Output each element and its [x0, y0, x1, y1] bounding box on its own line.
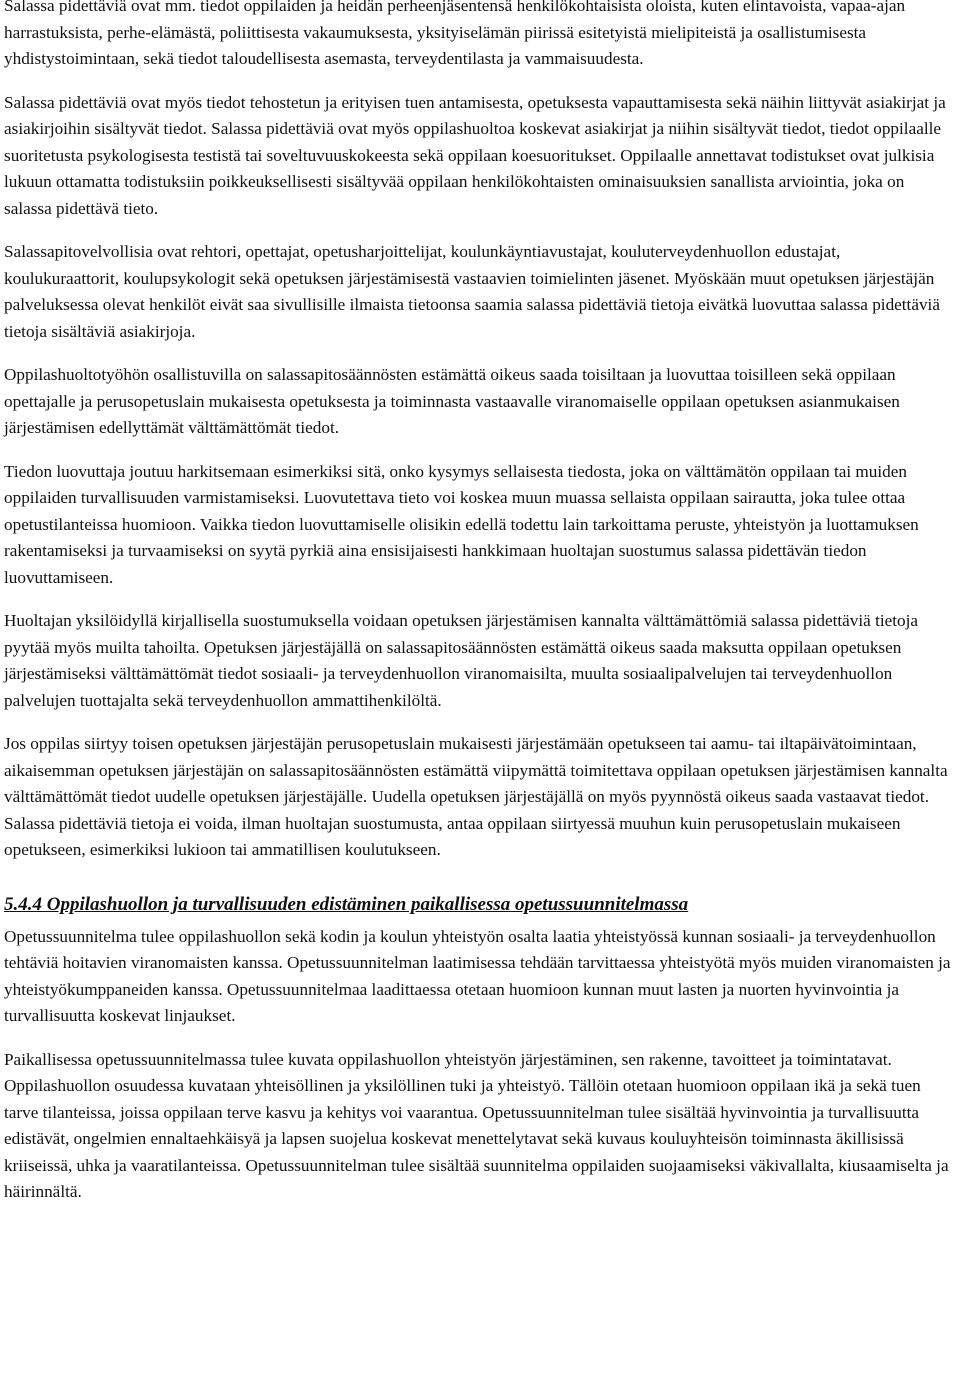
paragraph-confidential-support: Salassa pidettäviä ovat myös tiedot tehostetun ja erityisen tuen antamisesta, opetuksesta vapauttamisesta sekä näihin liittyvät asiakirjat ja asiakirjoihin sisältyvät tiedot. Salassa pidettäviä ovat myös oppilashuoltoa koskevat asiakirjat ja niihin sisältyvät tiedot, tiedot oppilaalle suoritetusta psykologisesta testistä tai soveltuvuuskokeesta sekä oppilaan koesuoritukset. Oppilaalle annettavat todistukset ovat julkisia lukuun ottamatta todistuksiin poikkeuksellisesti sisältyvää oppilaan henkilökohtaisten ominaisuuksien sanallista arviointia, joka on salassa pidettävä tieto. — [4, 92, 946, 218]
paragraph-guardian-consent: Huoltajan yksilöidyllä kirjallisella suostumuksella voidaan opetuksen järjestämisen kannalta välttämättömiä salassa pidettäviä tietoja pyytää myös muilta tahoilta. Opetuksen järjestäjällä on salassapitosäännösten estämättä oikeus saada maksutta oppilaan opetuksen järjestämiseksi välttämättömät tiedot sosiaali- ja terveydenhuollon viranomaisilta, muulta sosiaalipalvelujen tai terveydenhuollon palvelujen tuottajalta sekä terveydenhuollon ammattihenkilöltä. — [4, 611, 919, 710]
paragraph-confidentiality-obligated: Salassapitovelvollisia ovat rehtori, opettajat, opetusharjoittelijat, koulunkäyntiavustajat, kouluterveydenhuollon edustajat, koulukuraattorit, koulupsykologit sekä opetuksen järjestämisestä vastaavien toimielinten jäsenet. Myöskään muut opetuksen järjestäjän palveluksessa olevat henkilöt eivät saa sivullisille ilmaista tietoonsa saamia salassa pidettäviä tietoja eivätkä luovuttaa salassa pidettäviä tietoja sisältäviä asiakirjoja. — [4, 242, 940, 341]
paragraph-disclosure-consideration: Tiedon luovuttaja joutuu harkitsemaan esimerkiksi sitä, onko kysymys sellaisesta tiedosta, joka on välttämätön oppilaan tai muiden oppilaiden turvallisuuden varmistamiseksi. Luovutettava tieto voi koskea muun muassa sellaista oppilaan sairautta, joka tulee ottaa opetustilanteissa huomioon. Vaikka tiedon luovuttamiselle olisikin edellä todettu lain tarkoittama peruste, yhteistyön ja luottamuksen rakentamiseksi ja turvaamiseksi on syytä pyrkiä aina ensisijaisesti hankkimaan huoltajan suostumus salassa pidettävän tiedon luovuttamiseen. — [4, 461, 919, 587]
document-page — [4, 0, 954, 1223]
paragraph-curriculum-cooperation: Opetussuunnitelma tulee oppilashuollon sekä kodin ja koulun yhteistyön osalta laatia yhteistyössä kunnan sosiaali- ja terveydenhuollon tehtäviä hoitavien viranomaisten kanssa. Opetussuunnitelman laatimisessa tehdään tarvittaessa yhteistyötä myös muiden viranomaisten ja yhteistyökumppaneiden kanssa. Opetussuunnitelmaa laadittaessa otetaan huomioon kunnan muut lasten ja nuorten hyvinvointia ja turvallisuutta koskevat linjaukset. — [4, 926, 951, 1025]
paragraph-confidential-personal: Salassa pidettäviä ovat mm. tiedot oppilaiden ja heidän perheenjäsentensä henkilökohtaisista oloista, kuten elintavoista, vapaa-ajan harrastuksista, perhe-elämästä, poliittisesta vakaumuksesta, yksityiselämän piirissä esitetyistä mielipiteistä ja osallistumisesta yhdistystoimintaan, sekä tiedot taloudellisesta asemasta, terveydentilasta ja vammaisuudesta. — [4, 0, 906, 68]
paragraph-information-sharing: Oppilashuoltotyöhön osallistuvilla on salassapitosäännösten estämättä oikeus saada toisiltaan ja luovuttaa toisilleen sekä oppilaan opettajalle ja perusopetuslain mukaisesta opetuksesta ja toiminnasta vastaavalle viranomaiselle oppilaan opetuksen asianmukaisen järjestämisen edellyttämät välttämättömät tiedot. — [4, 365, 900, 437]
section-heading: 5.4.4 Oppilashuollon ja turvallisuuden edistäminen paikallisessa opetussuunnitelmassa — [4, 893, 689, 915]
paragraph-student-transfer: Jos oppilas siirtyy toisen opetuksen järjestäjän perusopetuslain mukaisesti järjestämään opetukseen tai aamu- tai iltapäivätoimintaan, aikaisemman opetuksen järjestäjän on salassapitosäännösten estämättä viipymättä toimitettava oppilaan opetuksen järjestämisen kannalta välttämättömät tiedot uudelle opetuksen järjestäjälle. Uudella opetuksen järjestäjällä on myös pyynnöstä oikeus saada vastaavat tiedot. Salassa pidettäviä tietoja ei voida, ilman huoltajan suostumusta, antaa oppilaan siirtyessä muuhun kuin perusopetuslain mukaiseen opetukseen, esimerkiksi lukioon tai ammatillisen koulutukseen. — [4, 734, 948, 859]
paragraph-local-curriculum: Paikallisessa opetussuunnitelmassa tulee kuvata oppilashuollon yhteistyön järjestäminen, sen rakenne, tavoitteet ja toimintatavat. Oppilashuollon osuudessa kuvataan yhteisöllinen ja yksilöllinen tuki ja yhteistyö. Tällöin otetaan huomioon oppilaan ikä ja sekä tuen tarve tilanteissa, joissa oppilaan terve kasvu ja kehitys voi vaarantua. Opetussuunnitelman tulee sisältää hyvinvointia ja turvallisuutta edistävät, ongelmien ennaltaehkäisyä ja lapsen suojelua koskevat menettelytavat sekä kuvaus kouluyhteisön toiminnasta äkillisissä kriiseissä, uhka ja vaaratilanteissa. Opetussuunnitelman tulee sisältää suunnitelma oppilaiden suojaamiseksi väkivallalta, kiusaamiselta ja häirinnältä. — [4, 1049, 949, 1201]
